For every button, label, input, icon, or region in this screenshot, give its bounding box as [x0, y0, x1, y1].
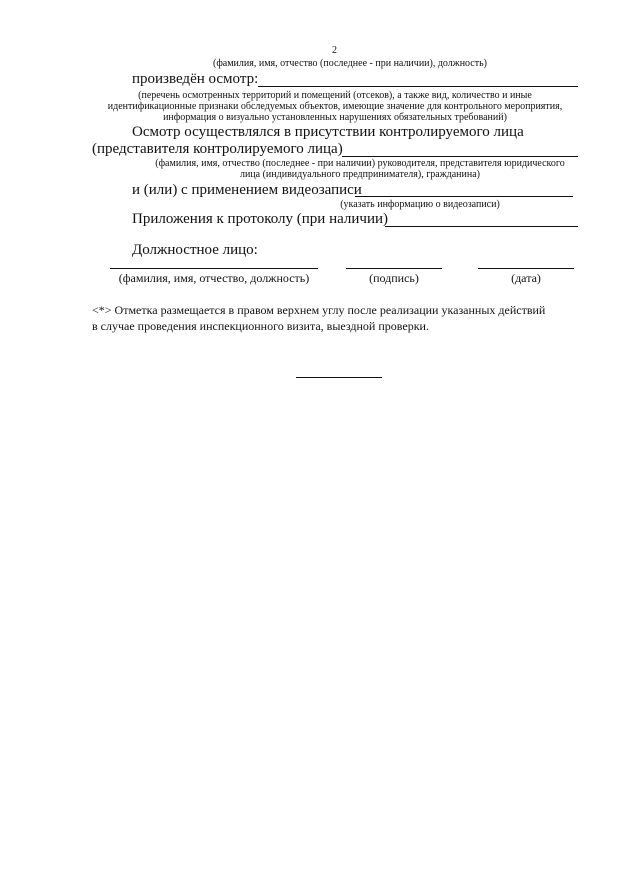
sign-signature-line: [346, 268, 442, 269]
attachments-fill-line: [385, 226, 578, 227]
presence-line-1: Осмотр осуществлялся в присутствии контролируемого лица: [132, 124, 524, 140]
sign-caption: (подпись): [369, 271, 419, 285]
inspection-caption-2: идентификационные признаки обследуемых объектов, имеющие значение для контрольного мероприятия,: [107, 101, 563, 112]
name-caption: (фамилия, имя, отчество, должность): [118, 271, 310, 285]
footnote-line-1: <*> Отметка размещается в правом верхнем углу после реализации указанных действий: [92, 303, 546, 317]
inspection-fill-line: [258, 86, 578, 87]
end-divider: [296, 377, 382, 378]
inspection-caption-1: (перечень осмотренных территорий и помещений (отсеков), а также вид, количество и иные: [138, 90, 532, 101]
video-fill-line: [355, 196, 573, 197]
video-caption: (указать информацию о видеозаписи): [340, 199, 500, 210]
name-signature-line: [110, 268, 318, 269]
fio-caption: (фамилия, имя, отчество (последнее - при наличии), должность): [212, 58, 488, 69]
attachments-label: Приложения к протоколу (при наличии): [132, 211, 389, 227]
presence-line-2: (представителя контролируемого лица): [92, 141, 343, 157]
page-number: 2: [332, 45, 337, 56]
date-caption: (дата): [511, 271, 541, 285]
inspection-caption-3: информация о визуально установленных нарушениях обязательных требований): [163, 112, 507, 123]
video-label: и (или) с применением видеозаписи: [132, 182, 362, 198]
presence-fill-line: [342, 156, 578, 157]
presence-caption-1: (фамилия, имя, отчество (последнее - при наличии) руководителя, представителя юридического: [155, 158, 565, 169]
date-signature-line: [478, 268, 574, 269]
official-label: Должностное лицо:: [132, 242, 258, 258]
inspection-label: произведён осмотр:: [132, 71, 259, 87]
presence-caption-2: лица (индивидуального предпринимателя), гражданина): [239, 169, 481, 180]
footnote-line-2: в случае проведения инспекционного визита, выездной проверки.: [92, 319, 429, 333]
